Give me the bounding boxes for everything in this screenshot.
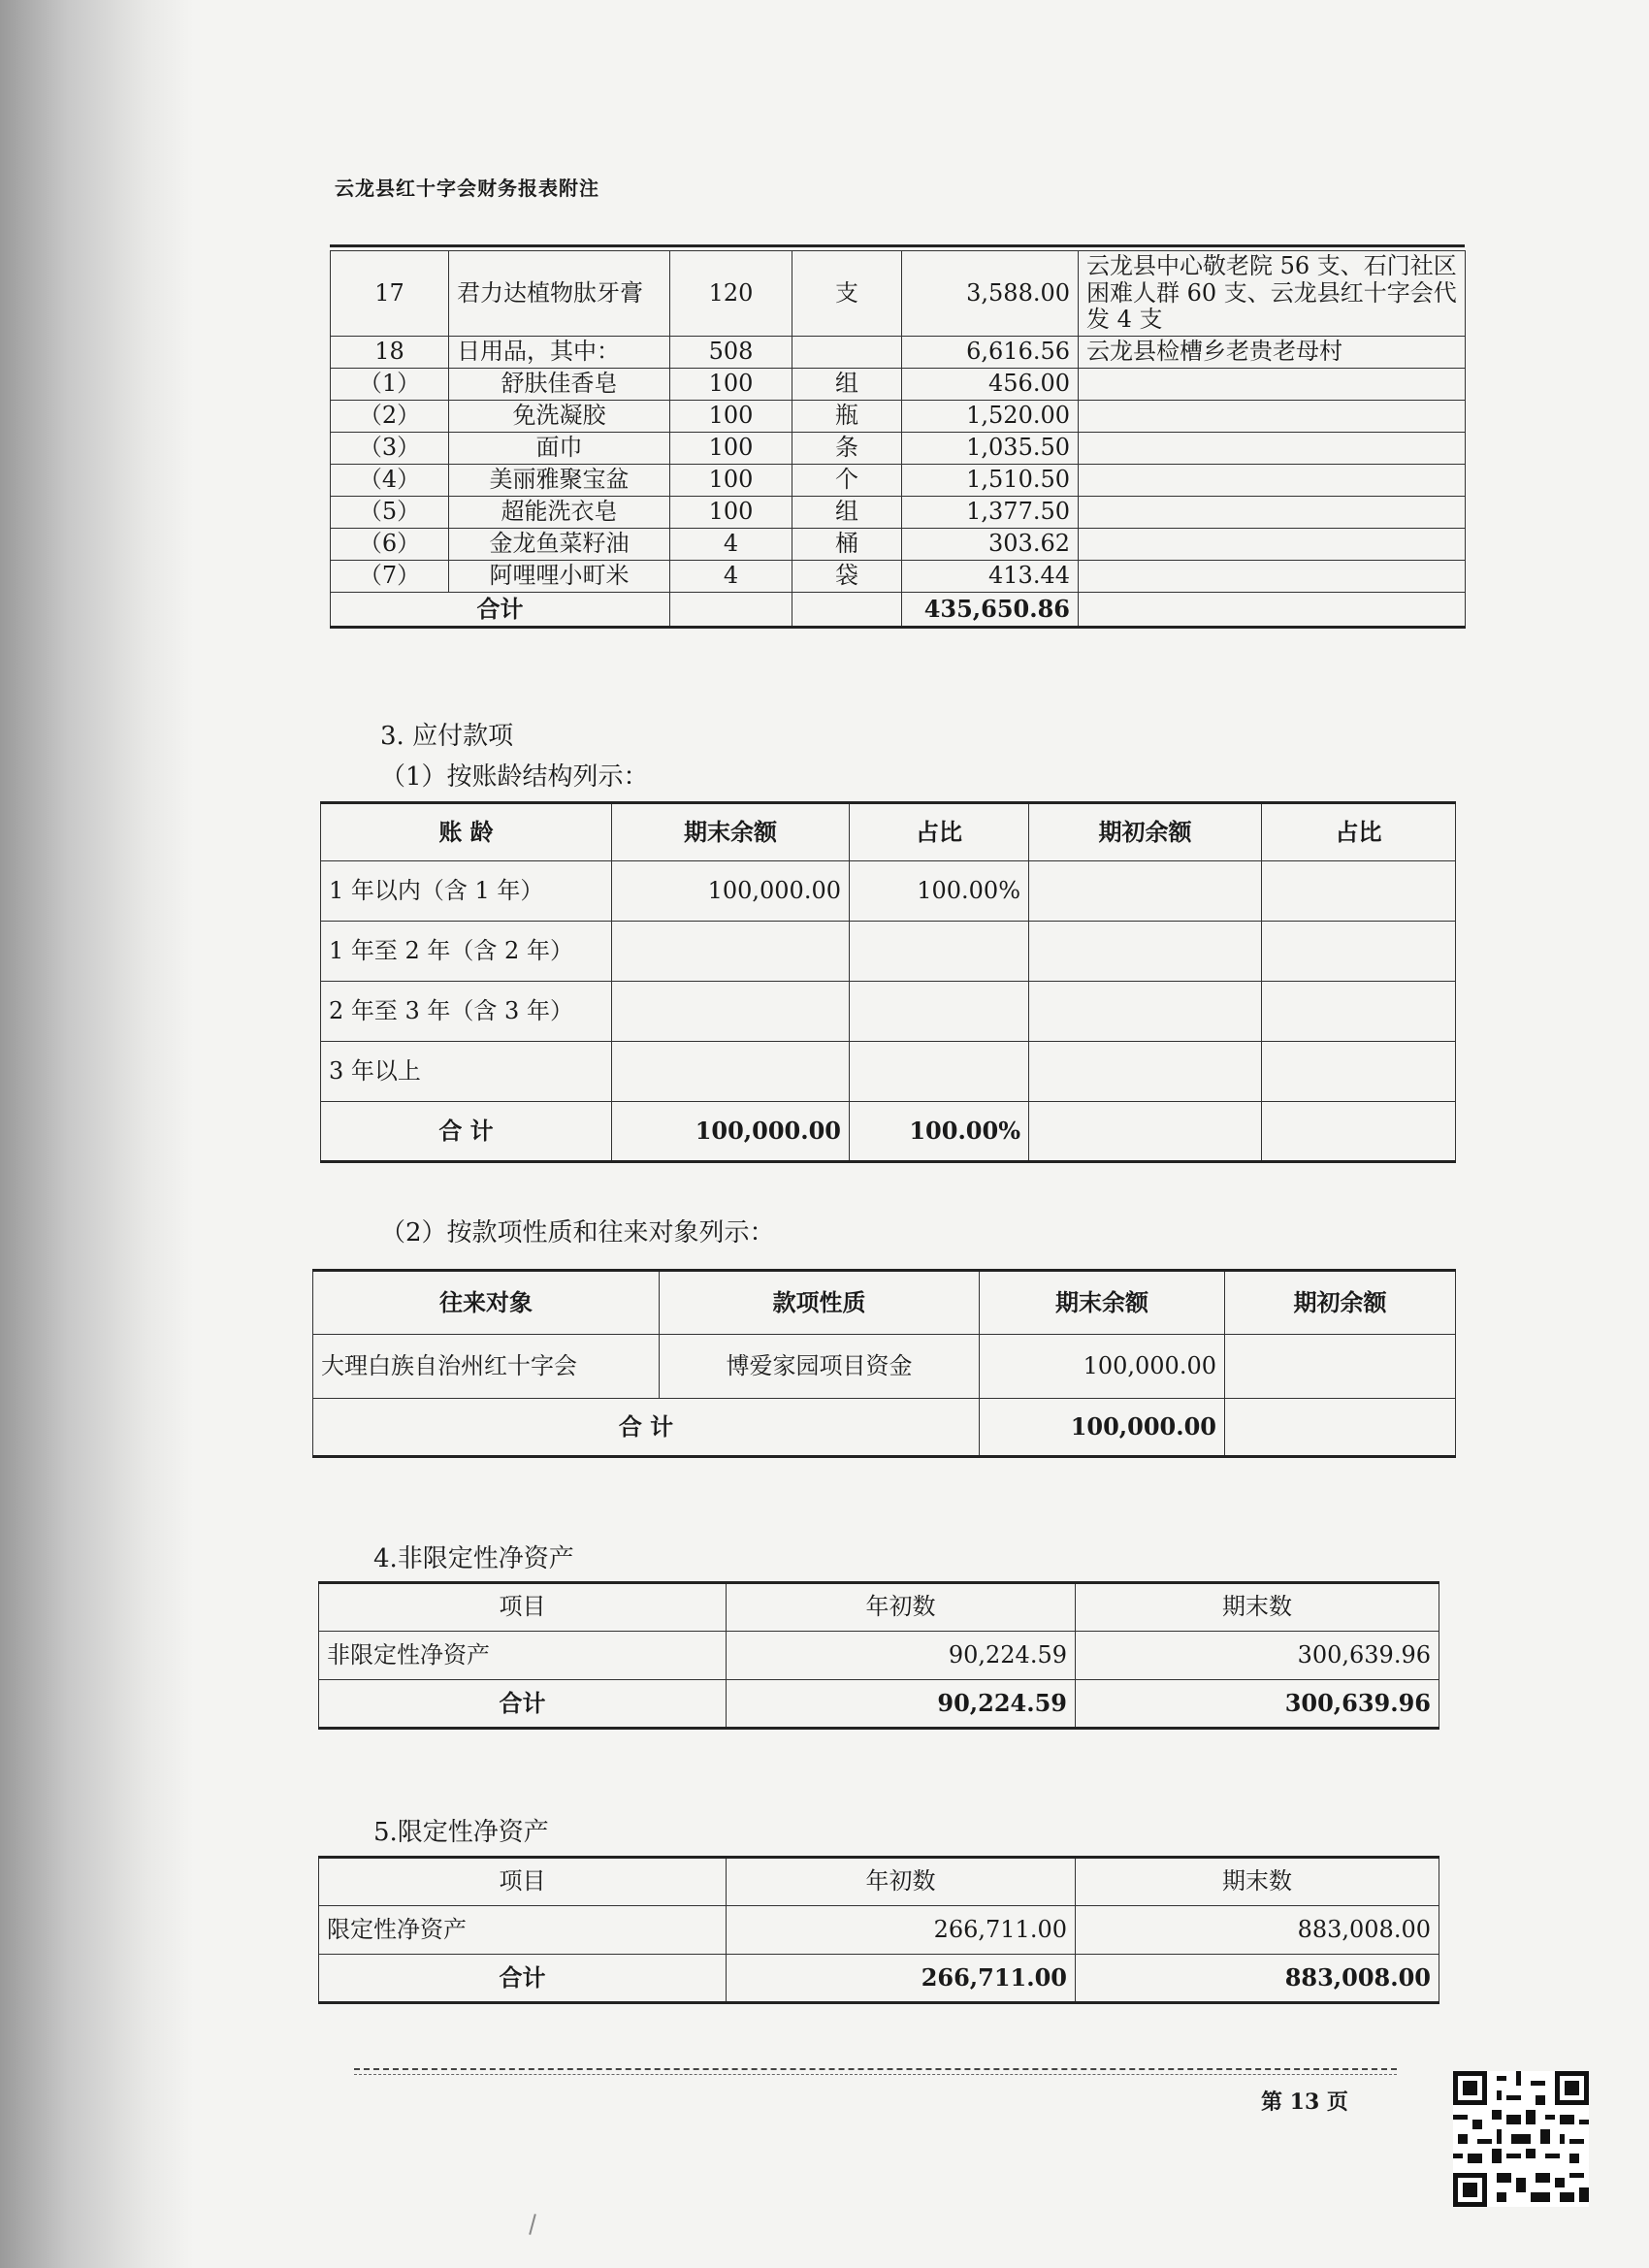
total-begin-ratio bbox=[1262, 1102, 1456, 1162]
item-unit: 组 bbox=[792, 369, 902, 401]
item-note: 云龙县中心敬老院 56 支、石门社区困难人群 60 支、云龙县红十字会代发 4 支 bbox=[1079, 251, 1466, 337]
item-number: （2） bbox=[331, 401, 449, 433]
item-unit: 袋 bbox=[792, 561, 902, 593]
item-number: （7） bbox=[331, 561, 449, 593]
aging-label: 1 年以内（含 1 年） bbox=[321, 861, 612, 922]
aging-header: 账 龄 bbox=[321, 803, 612, 861]
begin-balance bbox=[1029, 982, 1262, 1042]
item-name: 金龙鱼菜籽油 bbox=[449, 529, 670, 561]
table-row bbox=[313, 1335, 1456, 1399]
end-ratio bbox=[850, 982, 1029, 1042]
table-row bbox=[319, 1906, 1439, 1955]
table-row bbox=[331, 433, 1466, 465]
item-quantity: 100 bbox=[670, 369, 792, 401]
end-balance-header: 期末余额 bbox=[612, 803, 850, 861]
item-unit: 组 bbox=[792, 497, 902, 529]
end-ratio: 100.00% bbox=[850, 861, 1029, 922]
party-table bbox=[312, 1269, 1456, 1458]
item-unit: 支 bbox=[792, 251, 902, 337]
end-balance bbox=[612, 1042, 850, 1102]
total-end-value: 883,008.00 bbox=[1076, 1955, 1439, 2003]
page-number: 第 13 页 bbox=[1261, 2090, 1348, 2115]
item-amount: 1,510.50 bbox=[902, 465, 1079, 497]
total-begin-value: 266,711.00 bbox=[727, 1955, 1076, 2003]
item-name: 舒肤佳香皂 bbox=[449, 369, 670, 401]
table-row bbox=[331, 251, 1466, 337]
section5-title: 5.限定性净资产 bbox=[373, 1818, 549, 1847]
table-row bbox=[331, 337, 1466, 369]
begin-balance-header: 期初余额 bbox=[1225, 1271, 1456, 1335]
total-begin-balance bbox=[1029, 1102, 1262, 1162]
item-number: （1） bbox=[331, 369, 449, 401]
nature-header: 款项性质 bbox=[660, 1271, 980, 1335]
section3-sub2: （2）按款项性质和往来对象列示： bbox=[380, 1218, 775, 1247]
total-qty bbox=[670, 593, 792, 628]
total-end-balance: 100,000.00 bbox=[980, 1399, 1225, 1457]
item-amount: 1,377.50 bbox=[902, 497, 1079, 529]
table-row bbox=[321, 922, 1456, 982]
item-number: （3） bbox=[331, 433, 449, 465]
end-balance-header: 期末余额 bbox=[980, 1271, 1225, 1335]
item-number: （5） bbox=[331, 497, 449, 529]
item-quantity: 100 bbox=[670, 497, 792, 529]
item-note: 云龙县检槽乡老贵老母村 bbox=[1079, 337, 1466, 369]
footer-rule bbox=[354, 2068, 1397, 2070]
header-rule bbox=[330, 244, 1465, 247]
end-balance bbox=[612, 922, 850, 982]
begin-balance bbox=[1029, 1042, 1262, 1102]
total-note bbox=[1079, 593, 1466, 628]
item-name: 日用品，其中： bbox=[449, 337, 670, 369]
table-header-row bbox=[319, 1858, 1439, 1906]
item-amount: 456.00 bbox=[902, 369, 1079, 401]
item-number: 17 bbox=[331, 251, 449, 337]
begin-balance-header: 期初余额 bbox=[1029, 803, 1262, 861]
table-header-row bbox=[313, 1271, 1456, 1335]
aging-label: 1 年至 2 年（含 2 年） bbox=[321, 922, 612, 982]
item-unit: 瓶 bbox=[792, 401, 902, 433]
asset-label: 非限定性净资产 bbox=[319, 1632, 727, 1680]
begin-balance bbox=[1029, 861, 1262, 922]
item-unit: 条 bbox=[792, 433, 902, 465]
total-begin-value: 90,224.59 bbox=[727, 1680, 1076, 1729]
item-quantity: 100 bbox=[670, 401, 792, 433]
table-row bbox=[331, 529, 1466, 561]
item-unit bbox=[792, 337, 902, 369]
item-header: 项目 bbox=[319, 1858, 727, 1906]
begin-balance bbox=[1225, 1335, 1456, 1399]
item-amount: 6,616.56 bbox=[902, 337, 1079, 369]
table-header-row bbox=[319, 1583, 1439, 1632]
end-value: 300,639.96 bbox=[1076, 1632, 1439, 1680]
item-unit: 个 bbox=[792, 465, 902, 497]
item-amount: 1,520.00 bbox=[902, 401, 1079, 433]
end-header: 期末数 bbox=[1076, 1583, 1439, 1632]
item-quantity: 4 bbox=[670, 561, 792, 593]
aging-label: 2 年至 3 年（含 3 年） bbox=[321, 982, 612, 1042]
begin-header: 年初数 bbox=[727, 1858, 1076, 1906]
item-note bbox=[1079, 497, 1466, 529]
table-total-row bbox=[331, 593, 1466, 628]
item-quantity: 120 bbox=[670, 251, 792, 337]
restricted-assets-table bbox=[318, 1856, 1439, 2004]
item-name: 超能洗衣皂 bbox=[449, 497, 670, 529]
item-note bbox=[1079, 561, 1466, 593]
table-total-row bbox=[319, 1680, 1439, 1729]
item-quantity: 4 bbox=[670, 529, 792, 561]
table-row bbox=[331, 497, 1466, 529]
total-end-value: 300,639.96 bbox=[1076, 1680, 1439, 1729]
begin-ratio bbox=[1262, 861, 1456, 922]
end-ratio bbox=[850, 1042, 1029, 1102]
total-end-ratio: 100.00% bbox=[850, 1102, 1029, 1162]
section3-sub1: （1）按账龄结构列示： bbox=[380, 762, 649, 792]
begin-ratio bbox=[1262, 982, 1456, 1042]
total-label: 合 计 bbox=[313, 1399, 980, 1457]
item-name: 美丽雅聚宝盆 bbox=[449, 465, 670, 497]
aging-table bbox=[320, 801, 1456, 1163]
begin-value: 90,224.59 bbox=[727, 1632, 1076, 1680]
begin-balance bbox=[1029, 922, 1262, 982]
end-ratio bbox=[850, 922, 1029, 982]
table-row bbox=[331, 401, 1466, 433]
table-row bbox=[331, 465, 1466, 497]
total-amount: 435,650.86 bbox=[902, 593, 1079, 628]
table-row bbox=[331, 369, 1466, 401]
end-balance bbox=[612, 982, 850, 1042]
total-label: 合 计 bbox=[321, 1102, 612, 1162]
payment-nature: 博爱家园项目资金 bbox=[660, 1335, 980, 1399]
end-header: 期末数 bbox=[1076, 1858, 1439, 1906]
section4-title: 4.非限定性净资产 bbox=[373, 1544, 574, 1573]
item-name: 免洗凝胶 bbox=[449, 401, 670, 433]
begin-ratio bbox=[1262, 922, 1456, 982]
total-label: 合计 bbox=[319, 1955, 727, 2003]
item-number: （4） bbox=[331, 465, 449, 497]
item-note bbox=[1079, 401, 1466, 433]
item-name: 君力达植物肽牙膏 bbox=[449, 251, 670, 337]
footer-rule-secondary bbox=[354, 2074, 1397, 2075]
asset-label: 限定性净资产 bbox=[319, 1906, 727, 1955]
item-amount: 3,588.00 bbox=[902, 251, 1079, 337]
end-value: 883,008.00 bbox=[1076, 1906, 1439, 1955]
total-unit bbox=[792, 593, 902, 628]
item-note bbox=[1079, 465, 1466, 497]
item-header: 项目 bbox=[319, 1583, 727, 1632]
total-label: 合计 bbox=[319, 1680, 727, 1729]
item-number: （6） bbox=[331, 529, 449, 561]
item-amount: 413.44 bbox=[902, 561, 1079, 593]
table-header-row bbox=[321, 803, 1456, 861]
end-ratio-header: 占比 bbox=[850, 803, 1029, 861]
end-balance: 100,000.00 bbox=[980, 1335, 1225, 1399]
table-row bbox=[321, 982, 1456, 1042]
item-note bbox=[1079, 369, 1466, 401]
party-name: 大理白族自治州红十字会 bbox=[313, 1335, 660, 1399]
total-end-balance: 100,000.00 bbox=[612, 1102, 850, 1162]
scan-mark bbox=[529, 2214, 536, 2235]
item-name: 面巾 bbox=[449, 433, 670, 465]
item-note bbox=[1079, 433, 1466, 465]
party-header: 往来对象 bbox=[313, 1271, 660, 1335]
item-quantity: 100 bbox=[670, 465, 792, 497]
page-header-title: 云龙县红十字会财务报表附注 bbox=[335, 177, 599, 200]
begin-value: 266,711.00 bbox=[727, 1906, 1076, 1955]
aging-label: 3 年以上 bbox=[321, 1042, 612, 1102]
total-begin-balance bbox=[1225, 1399, 1456, 1457]
section3-title: 3. 应付款项 bbox=[380, 722, 514, 751]
item-amount: 303.62 bbox=[902, 529, 1079, 561]
item-quantity: 508 bbox=[670, 337, 792, 369]
item-unit: 桶 bbox=[792, 529, 902, 561]
table-row bbox=[331, 561, 1466, 593]
item-note bbox=[1079, 529, 1466, 561]
table-row bbox=[321, 1042, 1456, 1102]
unrestricted-assets-table bbox=[318, 1581, 1439, 1730]
begin-ratio-header: 占比 bbox=[1262, 803, 1456, 861]
table-total-row bbox=[321, 1102, 1456, 1162]
total-label: 合计 bbox=[331, 593, 670, 628]
item-number: 18 bbox=[331, 337, 449, 369]
item-quantity: 100 bbox=[670, 433, 792, 465]
item-name: 阿哩哩小町米 bbox=[449, 561, 670, 593]
qr-code-icon bbox=[1453, 2071, 1589, 2207]
end-balance: 100,000.00 bbox=[612, 861, 850, 922]
item-amount: 1,035.50 bbox=[902, 433, 1079, 465]
begin-header: 年初数 bbox=[727, 1583, 1076, 1632]
table-row bbox=[321, 861, 1456, 922]
table-row bbox=[319, 1632, 1439, 1680]
table-total-row bbox=[313, 1399, 1456, 1457]
table-total-row bbox=[319, 1955, 1439, 2003]
donations-table bbox=[330, 250, 1466, 629]
begin-ratio bbox=[1262, 1042, 1456, 1102]
